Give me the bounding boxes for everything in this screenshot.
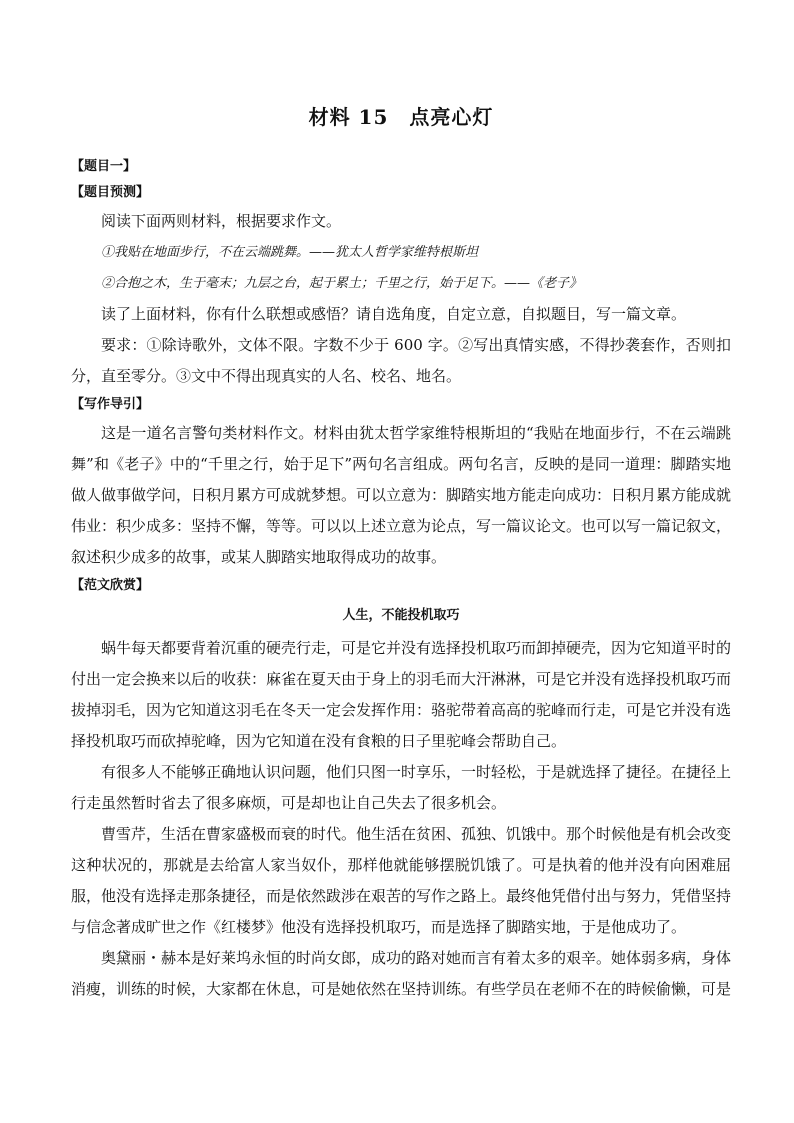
document-body	[71, 100, 731, 1005]
quote-2: ②合抱之木，生于毫末；九层之台，起于累土；千里之行，始于足下。——《老子》	[101, 276, 583, 291]
section-label-guide: 【写作导引】	[71, 397, 150, 412]
instruction-text: 阅读下面两则材料，根据要求作文。	[101, 212, 342, 230]
section-label-topic: 【题目一】	[71, 159, 137, 174]
prompt-text: 读了上面材料，你有什么联想或感悟？请自选角度，自定立意，自拟题目，写一篇文章。	[101, 305, 687, 323]
essay-paragraph: 曹雪芹，生活在曹家盛极而衰的时代。他生活在贫困、孤独、饥饿中。那个时候他是有机会改变这种状况的，那就是去给富人家当奴仆，那样他就能够摆脱饥饿了。可是执着的他并没有向困难屈服，他没有选择走那条捷径，而是依然跋涉在艰苦的写作之路上。最终他凭借付出与努力，凭借坚持与信念著成旷世之作《红楼梦》他没有选择投机取巧，而是选择了脚踏实地，于是他成功了。	[71, 825, 732, 936]
page-title: 材料 15 点亮心灯	[308, 105, 494, 129]
essay-paragraph: 有很多人不能够正确地认识问题，他们只图一时享乐，一时轻松，于是就选择了捷径。在捷径上行走虽然暂时省去了很多麻烦，可是却也让自己失去了很多机会。	[71, 763, 732, 812]
section-label-prediction: 【题目预测】	[71, 185, 150, 200]
essay-paragraph: 奥黛丽・赫本是好莱坞永恒的时尚女郎，成功的路对她而言有着太多的艰辛。她体弱多病，身体消瘦，训练的时候，大家都在休息，可是她依然在坚持训练。有些学员在老师不在的時候偷懒，可是	[71, 949, 732, 998]
section-label-sample: 【范文欣赏】	[71, 578, 150, 593]
essay-title: 人生，不能投机取巧	[342, 608, 460, 623]
essay-paragraph: 蜗牛每天都要背着沉重的硬壳行走，可是它并没有选择投机取巧而卸掉硬壳，因为它知道平时的付出一定会换来以后的收获：麻雀在夏天由于身上的羽毛而大汗淋淋，可是它并没有选择投机取巧而拔掉羽毛，因为它知道这羽毛在冬天一定会发挥作用：骆驼带着高高的驼峰而行走，可是它并没有选择投机取巧而砍掉驼峰，因为它知道在没有食粮的日子里驼峰会帮助自己。	[71, 639, 732, 750]
requirements-text: 要求：①除诗歌外，文体不限。字数不少于 600 字。②写出真情实感，不得抄袭套作，否则扣分，直至零分。③文中不得出现真实的人名、校名、地名。	[71, 336, 731, 385]
quote-1: ①我贴在地面步行，不在云端跳舞。——犹太人哲学家维特根斯坦	[101, 245, 479, 260]
guide-text: 这是一道名言警句类材料作文。材料由犹太哲学家维特根斯坦的“我贴在地面步行，不在云端跳舞”和《老子》中的“千里之行，始于足下”两句名言组成。两句名言，反映的是同一道理：脚踏实地做人做事做学问，日积月累方可成就梦想。可以立意为：脚踏实地方能走向成功：日积月累方能成就伟业：积少成多：坚持不懈，等等。可以以上述立意为论点，写一篇议论文。也可以写一篇记叙文，叙述积少成多的故事，或某人脚踏实地取得成功的故事。	[71, 424, 732, 566]
